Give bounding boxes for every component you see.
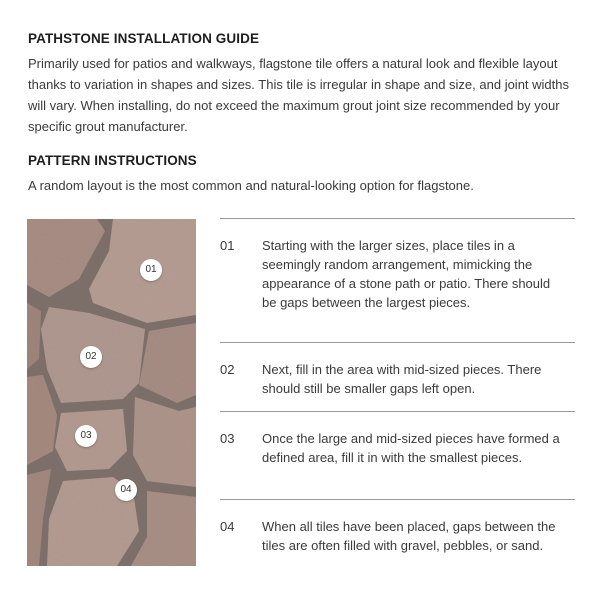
step-text: Next, fill in the area with mid-sized pieces. There should still be smaller gaps left open.	[262, 362, 542, 396]
step-number: 02	[220, 362, 235, 377]
step-number: 03	[220, 431, 235, 446]
guide-title: PATHSTONE INSTALLATION GUIDE	[28, 31, 260, 46]
step-number: 01	[220, 238, 235, 253]
step-item	[220, 499, 575, 569]
step-text: When all tiles have been placed, gaps between the tiles are often filled with gravel, pebbles, or sand.	[262, 519, 556, 553]
step-text: Starting with the larger sizes, place tiles in a seemingly random arrangement, mimicking the appearance of a stone path or patio. There should be gaps between the largest pieces.	[262, 238, 551, 310]
pattern-intro: A random layout is the most common and natural-looking option for flagstone.	[28, 178, 474, 193]
step-number: 04	[220, 519, 235, 534]
step-text: Once the large and mid-sized pieces have formed a defined area, fill it in with the smallest pieces.	[262, 431, 560, 465]
marker-04: 04	[115, 479, 137, 501]
pattern-title: PATTERN INSTRUCTIONS	[28, 153, 197, 168]
marker-02: 02	[80, 346, 102, 368]
marker-03: 03	[75, 425, 97, 447]
guide-intro: Primarily used for patios and walkways, flagstone tile offers a natural look and flexible layout thanks to variation in shapes and sizes. This tile is irregular in shape and size, and joint widths will vary. When installing, do not exceed the maximum grout joint size recommended by your specific grout manufacturer.	[28, 56, 569, 134]
marker-01: 01	[140, 259, 162, 281]
step-item	[220, 342, 575, 411]
step-item	[220, 411, 575, 499]
pattern-steps-list	[220, 218, 575, 569]
flagstone-illustration	[27, 219, 196, 566]
step-item	[220, 218, 575, 342]
flagstone-pattern-image	[27, 219, 196, 566]
